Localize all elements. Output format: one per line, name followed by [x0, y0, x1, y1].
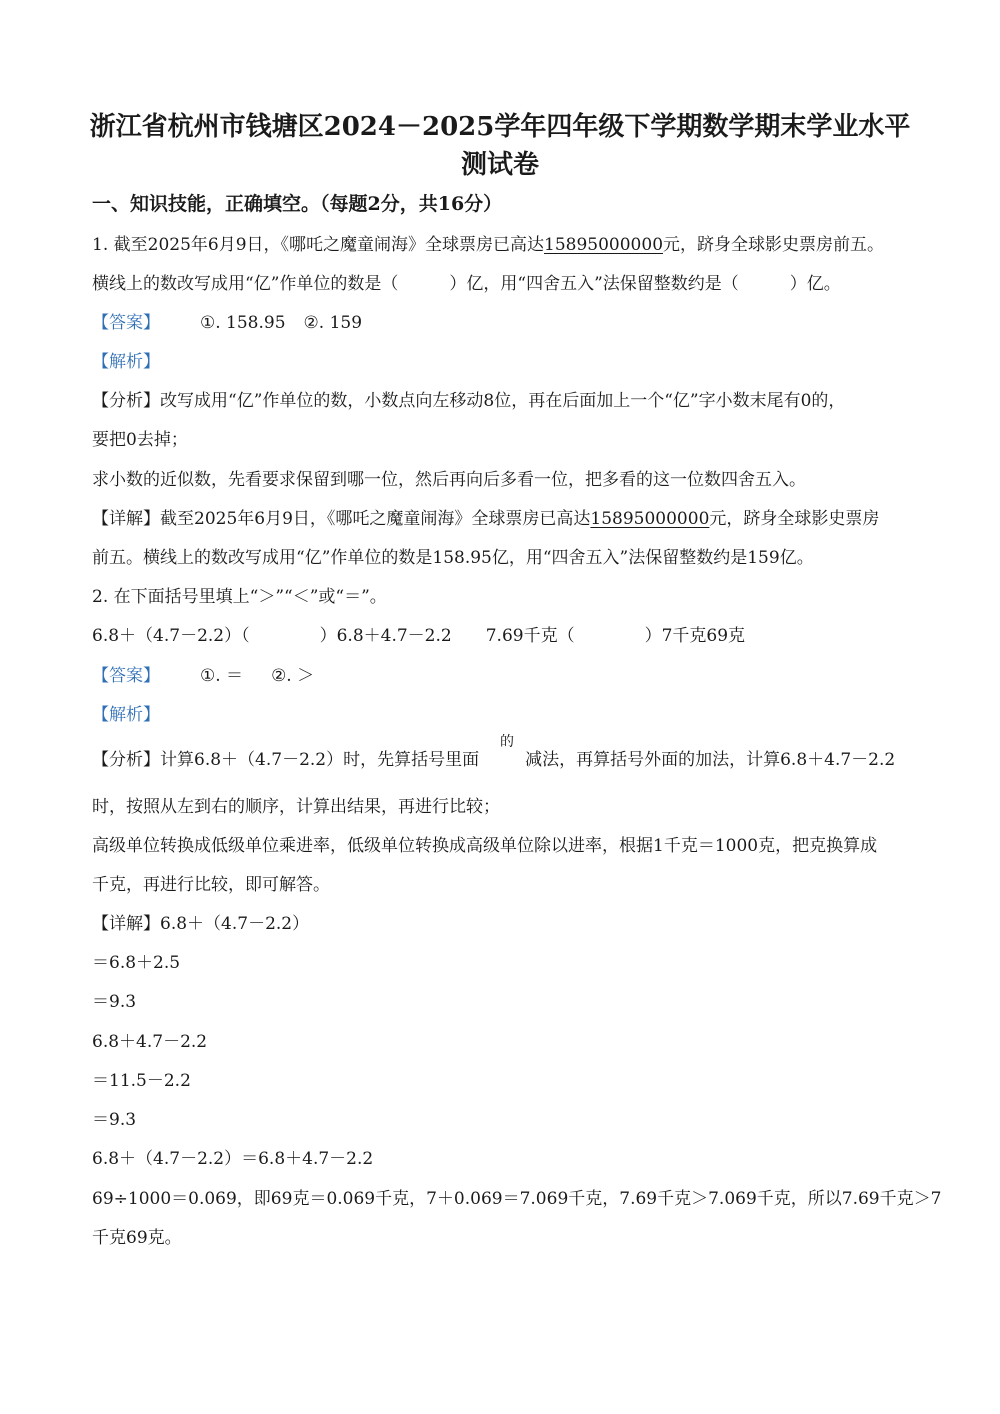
q2-analysis-line-2: 时，按照从左到右的顺序，计算出结果，再进行比较；	[92, 797, 500, 817]
q2-answer-2: ②. ＞	[271, 666, 315, 686]
section-heading: 一、知识技能，正确填空。（每题2分，共16分）	[92, 193, 503, 215]
q2-expr1-left: 6.8＋（4.7－2.2）（	[92, 626, 250, 646]
answer-tag: 【答案】	[92, 313, 160, 333]
title-line-2: 测试卷	[460, 150, 539, 180]
q2-detail-line: ＝9.3	[92, 992, 137, 1012]
analysis-tag: 【解析】	[92, 352, 160, 372]
q2-analysis-part-a: 【分析】计算6.8＋（4.7－2.2）时，先算括号里面	[92, 750, 480, 770]
q2-analysis-part-b: 减法，再算括号外面的加法，计算6.8＋4.7－2.2	[525, 750, 896, 770]
q2-analysis-de: 的	[500, 734, 514, 750]
q2-detail-line: 千克69克。	[92, 1228, 182, 1248]
q1-answer-2: ②. 159	[303, 313, 363, 333]
q2-detail-line: 6.8＋（4.7－2.2）＝6.8＋4.7－2.2	[92, 1149, 374, 1169]
q1-detail-after: 元，跻身全球影史票房	[709, 509, 880, 529]
q2-detail-line: ＝9.3	[92, 1110, 137, 1130]
q1-answer-1: ①. 158.95	[200, 313, 286, 333]
q1-underlined-number: 15895000000	[544, 235, 664, 255]
q2-detail-line: 6.8＋4.7－2.2	[92, 1032, 208, 1052]
q1-analysis-line-3: 求小数的近似数，先看要求保留到哪一位，然后再向后多看一位，把多看的这一位数四舍五入。	[92, 470, 806, 490]
q2-detail-line: ＝11.5－2.2	[92, 1071, 191, 1091]
q1-detail-line-2: 前五。横线上的数改写成用“亿”作单位的数是158.95亿，用“四舍五入”法保留整数约是159亿。	[92, 548, 814, 568]
q1-detail-line-1	[92, 507, 879, 531]
q1-detail-underlined-number: 15895000000	[590, 509, 710, 529]
q2-expr2-left: 7.69千克（	[485, 626, 575, 646]
q1-text-after: 元，跻身全球影史票房前五。	[663, 235, 885, 255]
q2-expr2-right: ）7千克69克	[644, 626, 746, 646]
q1-line-2: 横线上的数改写成用“亿”作单位的数是（ ）亿，用“四舍五入”法保留整数约是（ ）亿。	[92, 274, 841, 294]
q2-answer-row	[92, 664, 314, 688]
title-line-1: 浙江省杭州市钱塘区2024－2025学年四年级下学期数学期末学业水平	[89, 112, 911, 142]
q2-answer-1: ①. ＝	[200, 666, 244, 686]
q2-detail-line: 69÷1000＝0.069，即69克＝0.069千克，7＋0.069＝7.069千克，7.69千克＞7.069千克，所以7.69千克＞7	[92, 1189, 942, 1209]
analysis-tag: 【解析】	[92, 705, 160, 725]
q2-detail-line: ＝6.8＋2.5	[92, 953, 181, 973]
answer-tag: 【答案】	[92, 666, 160, 686]
q1-text-before: 1. 截至2025年6月9日，《哪吒之魔童闹海》全球票房已高达	[92, 235, 545, 255]
q2-expr1-right: ）6.8＋4.7－2.2	[319, 626, 452, 646]
q2-analysis-line-4: 千克，再进行比较，即可解答。	[92, 875, 330, 895]
q1-line-1	[92, 233, 884, 257]
q2-detail-line: 【详解】6.8＋（4.7－2.2）	[92, 914, 310, 934]
q1-answer-row	[92, 311, 362, 335]
q2-expressions	[92, 624, 745, 648]
q2-analysis-line-1	[92, 748, 895, 772]
q1-analysis-line-1: 【分析】改写成用“亿”作单位的数，小数点向左移动8位，再在后面加上一个“亿”字小数末尾有0的，	[92, 391, 846, 411]
q2-analysis-line-3: 高级单位转换成低级单位乘进率，低级单位转换成高级单位除以进率，根据1千克＝1000克，把克换算成	[92, 836, 878, 856]
q2-prompt: 2. 在下面括号里填上“＞”“＜”或“＝”。	[92, 587, 387, 607]
q1-analysis-line-2: 要把0去掉；	[92, 430, 188, 450]
q1-detail-before: 【详解】截至2025年6月9日，《哪吒之魔童闹海》全球票房已高达	[92, 509, 591, 529]
